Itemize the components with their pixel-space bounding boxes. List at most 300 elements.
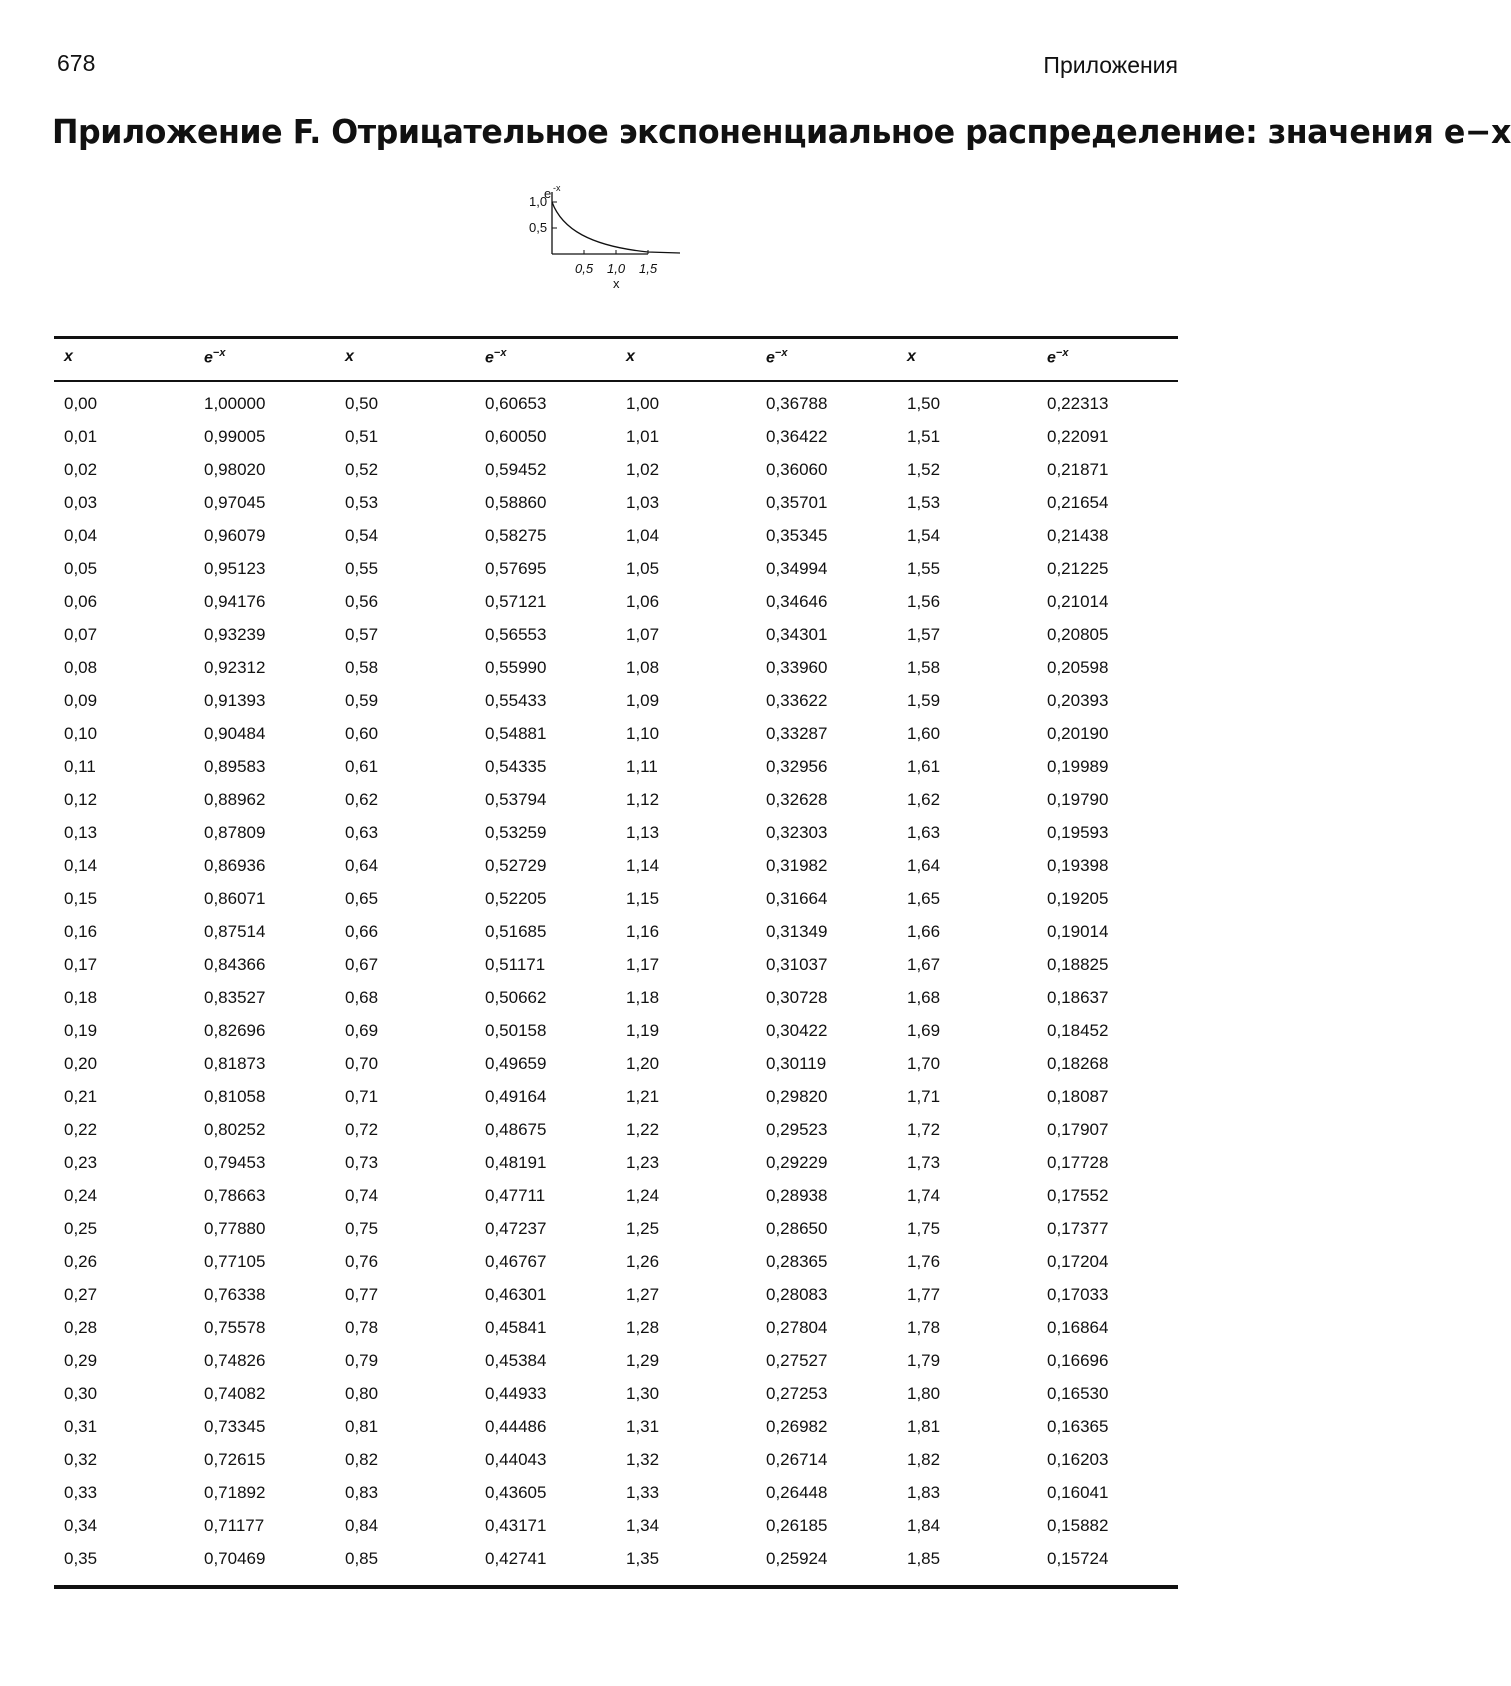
table-row [54,1179,1178,1212]
exp-value-cell: 0,28650 [766,1218,828,1238]
x-value-cell: 0,14 [64,855,98,875]
x-value-cell: 0,33 [64,1482,98,1502]
exp-value-cell: 0,29820 [766,1086,828,1106]
exp-value-cell: 0,87809 [204,822,266,842]
exp-value-cell: 0,20393 [1047,690,1109,710]
exp-value-cell: 0,70469 [204,1548,266,1568]
x-value-cell: 1,11 [626,756,658,776]
header-rule-cell [54,375,1178,387]
x-value-cell: 0,55 [345,558,379,578]
x-value-cell: 0,62 [345,789,379,809]
x-value-cell: 1,34 [626,1515,660,1535]
x-value-cell: 1,65 [907,888,941,908]
x-value-cell: 1,06 [626,591,660,611]
exp-value-cell: 0,82696 [204,1020,266,1040]
x-value-cell: 1,24 [626,1185,660,1205]
x-value-cell: 1,07 [626,624,660,644]
x-value-cell: 1,15 [626,888,660,908]
x-value-cell: 0,26 [64,1251,98,1271]
x-value-cell: 0,02 [64,459,98,479]
x-value-cell: 1,25 [626,1218,660,1238]
x-value-cell: 1,60 [907,723,941,743]
exp-values-table-wrap [54,336,1178,1589]
exponential-curve-graph [530,182,710,312]
exp-value-cell: 0,28083 [766,1284,828,1304]
exp-value-cell: 0,80252 [204,1119,266,1139]
x-value-cell: 0,35 [64,1548,98,1568]
exp-value-cell: 0,30119 [766,1053,827,1073]
x-value-cell: 1,84 [907,1515,941,1535]
x-value-cell: 1,52 [907,459,941,479]
table-row [54,618,1178,651]
x-value-cell: 0,03 [64,492,98,512]
exp-value-cell: 0,19989 [1047,756,1109,776]
x-value-cell: 1,29 [626,1350,660,1370]
x-value-cell: 1,58 [907,657,941,677]
exp-value-cell: 0,32956 [766,756,828,776]
x-value-cell: 0,74 [345,1185,379,1205]
exp-value-cell: 0,35345 [766,525,828,545]
x-value-cell: 0,21 [64,1086,98,1106]
x-value-cell: 0,52 [345,459,379,479]
exp-value-cell: 0,96079 [204,525,266,545]
x-value-cell: 0,05 [64,558,98,578]
exp-value-cell: 0,71892 [204,1482,266,1502]
x-value-cell: 1,67 [907,954,941,974]
table-row [54,1476,1178,1509]
exp-value-cell: 0,94176 [204,591,266,611]
exp-value-cell: 0,76338 [204,1284,266,1304]
exp-value-cell: 0,57121 [485,591,547,611]
table-row [54,750,1178,783]
header-rule-row [54,375,1178,387]
x-value-cell: 1,03 [626,492,660,512]
x-value-cell: 0,65 [345,888,379,908]
table-row [54,651,1178,684]
x-value-cell: 0,85 [345,1548,379,1568]
x-value-cell: 1,73 [907,1152,941,1172]
x-value-cell: 1,19 [626,1020,660,1040]
x-value-cell: 0,01 [64,426,98,446]
exp-value-cell: 0,36788 [766,393,828,413]
x-value-cell: 0,66 [345,921,379,941]
x-value-cell: 1,81 [907,1416,941,1436]
table-row [54,1410,1178,1443]
header-x: x [907,348,916,365]
exp-value-cell: 0,99005 [204,426,266,446]
exp-value-cell: 0,90484 [204,723,266,743]
exp-value-cell: 0,17033 [1047,1284,1109,1304]
x-value-cell: 0,32 [64,1449,98,1469]
x-value-cell: 0,68 [345,987,379,1007]
exp-value-cell: 0,17728 [1047,1152,1109,1172]
x-value-cell: 0,60 [345,723,379,743]
x-value-cell: 0,20 [64,1053,98,1073]
x-value-cell: 1,51 [907,426,941,446]
graph-x-tick-label: 0,5 [575,261,594,276]
x-value-cell: 0,18 [64,987,98,1007]
table-row [54,585,1178,618]
exp-value-cell: 0,21871 [1047,459,1109,479]
exp-value-cell: 0,33622 [766,690,828,710]
table-row [54,1245,1178,1278]
x-value-cell: 1,66 [907,921,941,941]
exp-value-cell: 0,48191 [485,1152,547,1172]
x-value-cell: 1,18 [626,987,660,1007]
exp-value-cell: 0,55433 [485,690,547,710]
graph-x-tick-label: 1,5 [639,261,658,276]
x-value-cell: 1,69 [907,1020,941,1040]
exp-value-cell: 0,16696 [1047,1350,1109,1370]
table-row [54,486,1178,519]
x-value-cell: 1,09 [626,690,660,710]
table-row [54,849,1178,882]
x-value-cell: 0,22 [64,1119,98,1139]
x-value-cell: 0,82 [345,1449,379,1469]
x-value-cell: 0,59 [345,690,379,710]
x-value-cell: 1,53 [907,492,941,512]
exp-value-cell: 0,16864 [1047,1317,1109,1337]
exp-values-table [54,339,1178,1575]
x-value-cell: 0,67 [345,954,379,974]
exp-value-cell: 0,34301 [766,624,828,644]
exp-value-cell: 0,71177 [204,1515,265,1535]
table-header-row [54,339,1178,375]
table-bottom-rule [54,1585,1178,1589]
exp-value-cell: 0,49164 [485,1086,547,1106]
exp-value-cell: 0,25924 [766,1548,828,1568]
table-row [54,717,1178,750]
exp-value-cell: 0,16530 [1047,1383,1109,1403]
x-value-cell: 1,20 [626,1053,660,1073]
table-row [54,684,1178,717]
x-value-cell: 1,12 [626,789,660,809]
exp-value-cell: 0,52205 [485,888,547,908]
x-value-cell: 1,08 [626,657,660,677]
exp-value-cell: 0,32303 [766,822,828,842]
exp-value-cell: 0,84366 [204,954,266,974]
graph-decay-curve [552,202,680,253]
table-row [54,816,1178,849]
exp-value-cell: 0,31982 [766,855,828,875]
x-value-cell: 1,01 [626,426,660,446]
exp-value-cell: 0,19398 [1047,855,1109,875]
exp-value-cell: 0,27804 [766,1317,828,1337]
exp-value-cell: 0,16041 [1047,1482,1109,1502]
exp-value-cell: 0,29523 [766,1119,828,1139]
exp-value-cell: 0,35701 [766,492,828,512]
x-value-cell: 0,25 [64,1218,98,1238]
x-value-cell: 0,28 [64,1317,98,1337]
exp-value-cell: 0,78663 [204,1185,266,1205]
x-value-cell: 1,14 [626,855,660,875]
exp-value-cell: 0,47237 [485,1218,547,1238]
exp-value-cell: 0,15724 [1047,1548,1109,1568]
exp-value-cell: 0,22313 [1047,393,1109,413]
x-value-cell: 1,78 [907,1317,941,1337]
x-value-cell: 1,13 [626,822,660,842]
x-value-cell: 0,81 [345,1416,379,1436]
x-value-cell: 0,64 [345,855,379,875]
exp-value-cell: 0,77880 [204,1218,266,1238]
header-e-x: $e^{-x}$ [766,346,788,367]
table-row [54,1509,1178,1542]
exp-value-cell: 0,36422 [766,426,828,446]
x-value-cell: 1,62 [907,789,941,809]
x-value-cell: 0,63 [345,822,379,842]
exp-value-cell: 0,50662 [485,987,547,1007]
exp-value-cell: 0,21014 [1047,591,1109,611]
exp-value-cell: 0,17377 [1047,1218,1109,1238]
x-value-cell: 1,30 [626,1383,660,1403]
exp-value-cell: 0,46301 [485,1284,547,1304]
table-row [54,453,1178,486]
x-value-cell: 0,76 [345,1251,379,1271]
exp-value-cell: 0,74826 [204,1350,266,1370]
exp-value-cell: 0,51685 [485,921,547,941]
x-value-cell: 1,56 [907,591,941,611]
x-value-cell: 1,82 [907,1449,941,1469]
x-value-cell: 0,07 [64,624,98,644]
x-value-cell: 0,61 [345,756,379,776]
x-value-cell: 0,72 [345,1119,379,1139]
x-value-cell: 1,17 [626,954,660,974]
x-value-cell: 0,75 [345,1218,379,1238]
exp-value-cell: 0,46767 [485,1251,547,1271]
exp-value-cell: 0,93239 [204,624,266,644]
exp-value-cell: 0,20190 [1047,723,1109,743]
exp-value-cell: 0,26185 [766,1515,828,1535]
exp-value-cell: 0,60050 [485,426,547,446]
table-row [54,981,1178,1014]
exp-value-cell: 0,81058 [204,1086,266,1106]
x-value-cell: 0,58 [345,657,379,677]
exp-value-cell: 0,31664 [766,888,828,908]
header-x: x [345,348,354,365]
exp-value-cell: 0,98020 [204,459,266,479]
x-value-cell: 0,27 [64,1284,98,1304]
exp-value-cell: 0,92312 [204,657,266,677]
exp-value-cell: 0,21654 [1047,492,1109,512]
x-value-cell: 1,76 [907,1251,941,1271]
exp-value-cell: 0,88962 [204,789,266,809]
exp-value-cell: 0,16203 [1047,1449,1109,1469]
x-value-cell: 1,54 [907,525,941,545]
x-value-cell: 1,64 [907,855,941,875]
table-row [54,948,1178,981]
exp-value-cell: 0,16365 [1047,1416,1109,1436]
exp-value-cell: 0,19790 [1047,789,1109,809]
exp-value-cell: 0,21438 [1047,525,1109,545]
x-value-cell: 0,79 [345,1350,379,1370]
x-value-cell: 1,72 [907,1119,941,1139]
table-row [54,552,1178,585]
table-body [54,375,1178,1575]
table-row [54,1443,1178,1476]
page-number: 678 [57,50,96,76]
x-value-cell: 0,09 [64,690,98,710]
exp-value-cell: 0,59452 [485,459,547,479]
exp-value-cell: 0,91393 [204,690,266,710]
exp-value-cell: 0,50158 [485,1020,547,1040]
exp-value-cell: 0,79453 [204,1152,266,1172]
x-value-cell: 0,30 [64,1383,98,1403]
table-row [54,1278,1178,1311]
table-row [54,1542,1178,1575]
exp-value-cell: 0,49659 [485,1053,547,1073]
exp-value-cell: 0,33287 [766,723,828,743]
header-e-x: $e^{-x}$ [1047,346,1069,367]
x-value-cell: 1,22 [626,1119,660,1139]
exp-value-cell: 0,20805 [1047,624,1109,644]
x-value-cell: 1,70 [907,1053,941,1073]
exp-value-cell: 0,15882 [1047,1515,1109,1535]
x-value-cell: 0,16 [64,921,98,941]
x-value-cell: 1,32 [626,1449,660,1469]
table-row [54,1377,1178,1410]
exp-value-cell: 0,28938 [766,1185,828,1205]
table-row [54,1146,1178,1179]
exp-value-cell: 0,26448 [766,1482,828,1502]
header-x: x [626,348,635,365]
x-value-cell: 1,04 [626,525,660,545]
exp-value-cell: 0,18087 [1047,1086,1109,1106]
exp-value-cell: 0,17552 [1047,1185,1109,1205]
x-value-cell: 1,26 [626,1251,660,1271]
exp-value-cell: 0,56553 [485,624,547,644]
x-value-cell: 0,00 [64,393,98,413]
exp-value-cell: 0,97045 [204,492,266,512]
exp-value-cell: 0,72615 [204,1449,266,1469]
x-value-cell: 1,80 [907,1383,941,1403]
table-row [54,1344,1178,1377]
exp-value-cell: 0,19593 [1047,822,1109,842]
exp-value-cell: 0,17204 [1047,1251,1109,1271]
x-value-cell: 1,35 [626,1548,660,1568]
table-row [54,783,1178,816]
x-value-cell: 0,57 [345,624,379,644]
x-value-cell: 1,68 [907,987,941,1007]
x-value-cell: 0,50 [345,393,379,413]
exp-value-cell: 0,43605 [485,1482,547,1502]
x-value-cell: 0,78 [345,1317,379,1337]
x-value-cell: 1,83 [907,1482,941,1502]
exp-value-cell: 0,51171 [485,954,546,974]
header-e-x: $e^{-x}$ [485,346,507,367]
exp-value-cell: 0,18637 [1047,987,1109,1007]
exp-value-cell: 0,29229 [766,1152,828,1172]
exp-value-cell: 0,58860 [485,492,547,512]
x-value-cell: 0,71 [345,1086,379,1106]
exp-value-cell: 0,19014 [1047,921,1109,941]
page-title: Приложение F. Отрицательное экспоненциальное распределение: значения e−x [52,112,1511,151]
exp-value-cell: 0,18825 [1047,954,1109,974]
x-value-cell: 1,57 [907,624,941,644]
x-value-cell: 1,28 [626,1317,660,1337]
exp-value-cell: 0,20598 [1047,657,1109,677]
exp-value-cell: 0,26982 [766,1416,828,1436]
x-value-cell: 0,70 [345,1053,379,1073]
x-value-cell: 0,23 [64,1152,98,1172]
exp-value-cell: 0,31037 [766,954,828,974]
exp-value-cell: 0,28365 [766,1251,828,1271]
x-value-cell: 1,10 [626,723,660,743]
exp-value-cell: 0,30728 [766,987,828,1007]
exp-value-cell: 0,31349 [766,921,828,941]
exp-value-cell: 0,45841 [485,1317,547,1337]
table-header-rule [54,380,1178,382]
exp-value-cell: 0,22091 [1047,426,1109,446]
table-row [54,1212,1178,1245]
x-value-cell: 0,51 [345,426,379,446]
x-value-cell: 0,69 [345,1020,379,1040]
exp-value-cell: 0,89583 [204,756,266,776]
exp-value-cell: 0,52729 [485,855,547,875]
exp-value-cell: 0,34646 [766,591,828,611]
x-value-cell: 1,02 [626,459,660,479]
exp-value-cell: 0,73345 [204,1416,266,1436]
exp-value-cell: 0,33960 [766,657,828,677]
exp-value-cell: 0,19205 [1047,888,1109,908]
exp-value-cell: 0,18452 [1047,1020,1109,1040]
exp-value-cell: 0,44933 [485,1383,547,1403]
x-value-cell: 0,11 [64,756,96,776]
table-row [54,1080,1178,1113]
x-value-cell: 0,17 [64,954,98,974]
exp-value-cell: 0,83527 [204,987,266,1007]
x-value-cell: 0,10 [64,723,98,743]
table-row [54,420,1178,453]
exp-value-cell: 0,45384 [485,1350,547,1370]
exp-value-cell: 0,17907 [1047,1119,1109,1139]
x-value-cell: 1,31 [626,1416,660,1436]
exp-value-cell: 0,95123 [204,558,266,578]
table-row [54,519,1178,552]
x-value-cell: 1,16 [626,921,660,941]
x-value-cell: 1,85 [907,1548,941,1568]
x-value-cell: 0,73 [345,1152,379,1172]
graph-y-tick-label: 1,0 [529,194,548,209]
exp-value-cell: 0,87514 [204,921,266,941]
x-value-cell: 1,23 [626,1152,660,1172]
exp-value-cell: 0,44486 [485,1416,547,1436]
exp-value-cell: 0,32628 [766,789,828,809]
exp-value-cell: 0,44043 [485,1449,547,1469]
x-value-cell: 0,34 [64,1515,98,1535]
graph-y-label: e [544,186,552,201]
x-value-cell: 0,80 [345,1383,379,1403]
table-row [54,1014,1178,1047]
exp-value-cell: 0,21225 [1047,558,1109,578]
exp-value-cell: 0,58275 [485,525,547,545]
x-value-cell: 1,05 [626,558,660,578]
exp-value-cell: 0,43171 [485,1515,547,1535]
exp-value-cell: 0,74082 [204,1383,266,1403]
x-value-cell: 0,24 [64,1185,98,1205]
exp-value-cell: 0,54881 [485,723,547,743]
x-value-cell: 0,15 [64,888,98,908]
exp-value-cell: 0,54335 [485,756,547,776]
x-value-cell: 1,74 [907,1185,941,1205]
x-value-cell: 0,06 [64,591,98,611]
exp-value-cell: 1,00000 [204,393,266,413]
x-value-cell: 0,31 [64,1416,98,1436]
x-value-cell: 0,13 [64,822,98,842]
x-value-cell: 1,61 [907,756,941,776]
table-row [54,1311,1178,1344]
graph-x-tick-label: 1,0 [607,261,626,276]
x-value-cell: 0,19 [64,1020,98,1040]
